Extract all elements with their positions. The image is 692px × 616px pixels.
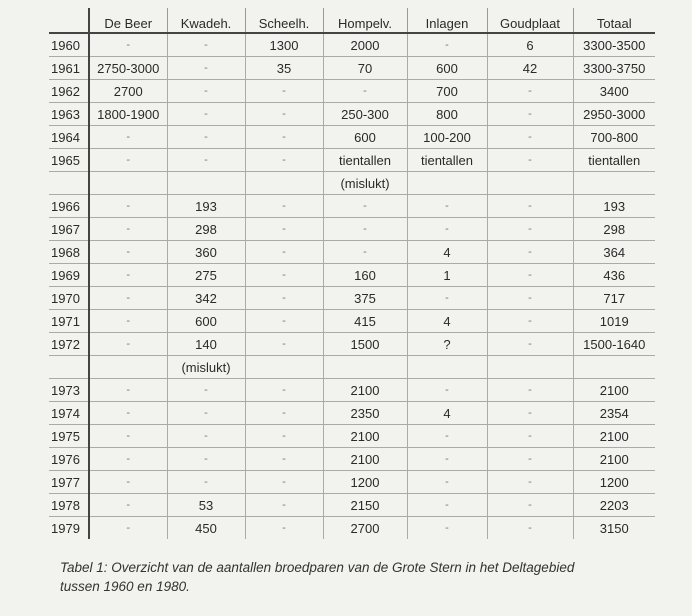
table-cell: - — [167, 126, 245, 149]
table-row — [49, 195, 655, 218]
table-cell: - — [407, 471, 487, 494]
year-cell: 1979 — [49, 517, 89, 540]
table-cell: 2150 — [323, 494, 407, 517]
year-cell: 1960 — [49, 33, 89, 57]
table-cell: 700 — [407, 80, 487, 103]
table-cell: - — [89, 195, 167, 218]
year-cell: 1963 — [49, 103, 89, 126]
table-cell: - — [487, 103, 573, 126]
year-cell: 1965 — [49, 149, 89, 172]
table-cell: - — [487, 264, 573, 287]
table-cell: 1800-1900 — [89, 103, 167, 126]
table-row — [49, 448, 655, 471]
table-cell: 2000 — [323, 33, 407, 57]
table-row — [49, 356, 655, 379]
table-cell: - — [245, 195, 323, 218]
table-cell: - — [245, 149, 323, 172]
table-row — [49, 379, 655, 402]
table-row — [49, 333, 655, 356]
table-row — [49, 80, 655, 103]
table-cell: - — [245, 425, 323, 448]
table-cell: - — [407, 494, 487, 517]
year-cell — [49, 356, 89, 379]
table-cell: 42 — [487, 57, 573, 80]
table-cell: 2100 — [323, 425, 407, 448]
table-cell: 700-800 — [573, 126, 655, 149]
table-cell: - — [487, 241, 573, 264]
table-cell: 1500 — [323, 333, 407, 356]
table-cell: - — [245, 517, 323, 540]
table-cell: 4 — [407, 402, 487, 425]
table-cell: 1200 — [323, 471, 407, 494]
table-cell: - — [407, 33, 487, 57]
table-row — [49, 241, 655, 264]
table-row — [49, 471, 655, 494]
table-cell: 600 — [407, 57, 487, 80]
table-cell: - — [487, 149, 573, 172]
table-cell: 70 — [323, 57, 407, 80]
column-header: Inlagen — [407, 8, 487, 33]
table-cell: (mislukt) — [167, 356, 245, 379]
table-row — [49, 149, 655, 172]
table-cell: - — [89, 33, 167, 57]
year-cell: 1978 — [49, 494, 89, 517]
table-cell — [407, 172, 487, 195]
table-row — [49, 425, 655, 448]
year-cell: 1969 — [49, 264, 89, 287]
table-cell: tientallen — [573, 149, 655, 172]
table-cell: - — [487, 80, 573, 103]
table-cell: - — [167, 471, 245, 494]
table-cell: 53 — [167, 494, 245, 517]
table-cell: 450 — [167, 517, 245, 540]
table-row — [49, 287, 655, 310]
table-cell: 2100 — [573, 425, 655, 448]
table-row — [49, 310, 655, 333]
table-cell — [487, 172, 573, 195]
column-header: Goudplaat — [487, 8, 573, 33]
table-cell: - — [245, 494, 323, 517]
table-cell: - — [407, 218, 487, 241]
table-cell — [323, 356, 407, 379]
table-cell: - — [89, 333, 167, 356]
table-cell: tientallen — [407, 149, 487, 172]
table-row — [49, 33, 655, 57]
table-cell: 4 — [407, 310, 487, 333]
table-cell: - — [487, 448, 573, 471]
table-cell: 600 — [323, 126, 407, 149]
table-cell: - — [89, 264, 167, 287]
table-cell: 1200 — [573, 471, 655, 494]
table-cell: 275 — [167, 264, 245, 287]
table-cell: - — [167, 379, 245, 402]
year-cell: 1973 — [49, 379, 89, 402]
table-cell: - — [167, 448, 245, 471]
table-cell — [245, 172, 323, 195]
table-row — [49, 218, 655, 241]
table-cell: 364 — [573, 241, 655, 264]
table-cell: - — [89, 471, 167, 494]
table-cell: 193 — [573, 195, 655, 218]
table-cell: tientallen — [323, 149, 407, 172]
year-cell: 1970 — [49, 287, 89, 310]
table-cell: 360 — [167, 241, 245, 264]
table-cell: - — [245, 80, 323, 103]
table-cell: 2350 — [323, 402, 407, 425]
table-cell: - — [245, 310, 323, 333]
table-cell: - — [323, 80, 407, 103]
column-header: Hompelv. — [323, 8, 407, 33]
table-cell: 436 — [573, 264, 655, 287]
year-cell: 1975 — [49, 425, 89, 448]
table-cell — [573, 356, 655, 379]
table-body — [49, 33, 655, 539]
table-cell — [573, 172, 655, 195]
table-cell: - — [407, 425, 487, 448]
table-cell: - — [89, 218, 167, 241]
column-header: Kwadeh. — [167, 8, 245, 33]
table-cell: 2750-3000 — [89, 57, 167, 80]
table-cell: 35 — [245, 57, 323, 80]
table-cell: - — [487, 425, 573, 448]
table-cell: 6 — [487, 33, 573, 57]
year-cell: 1974 — [49, 402, 89, 425]
table-cell: - — [487, 126, 573, 149]
table-cell: 160 — [323, 264, 407, 287]
table-cell — [245, 356, 323, 379]
table-cell: 2100 — [573, 448, 655, 471]
year-cell: 1964 — [49, 126, 89, 149]
table-cell: - — [407, 287, 487, 310]
table-cell: 250-300 — [323, 103, 407, 126]
table-row — [49, 494, 655, 517]
table-cell: - — [487, 195, 573, 218]
year-cell: 1962 — [49, 80, 89, 103]
year-cell: 1967 — [49, 218, 89, 241]
table-cell: - — [245, 379, 323, 402]
table-cell: - — [89, 149, 167, 172]
table-cell: - — [245, 241, 323, 264]
table-cell: (mislukt) — [323, 172, 407, 195]
table-row — [49, 126, 655, 149]
table-cell: - — [167, 149, 245, 172]
table-cell: - — [245, 287, 323, 310]
table-cell: 2203 — [573, 494, 655, 517]
table-cell: 298 — [167, 218, 245, 241]
breeding-pairs-table — [49, 8, 655, 539]
table-cell: - — [89, 310, 167, 333]
table-cell: 2100 — [323, 379, 407, 402]
table-cell — [89, 356, 167, 379]
table-header-row — [49, 8, 655, 33]
table-cell — [407, 356, 487, 379]
table-cell: - — [245, 402, 323, 425]
table-cell: 1300 — [245, 33, 323, 57]
table-cell: - — [245, 448, 323, 471]
column-header: Scheelh. — [245, 8, 323, 33]
caption-line-2: tussen 1960 en 1980. — [60, 579, 190, 594]
table-row — [49, 172, 655, 195]
year-cell: 1966 — [49, 195, 89, 218]
table-cell: - — [245, 264, 323, 287]
table-cell: - — [245, 471, 323, 494]
table-cell: - — [487, 471, 573, 494]
table-cell: - — [89, 425, 167, 448]
year-cell: 1972 — [49, 333, 89, 356]
caption-line-1: Tabel 1: Overzicht van de aantallen broedparen van de Grote Stern in het Deltagebied — [60, 560, 575, 575]
table-cell: - — [89, 241, 167, 264]
table-cell: 2100 — [573, 379, 655, 402]
table-cell: 1019 — [573, 310, 655, 333]
table-cell: - — [89, 287, 167, 310]
table-cell: - — [167, 425, 245, 448]
table-cell: - — [245, 218, 323, 241]
table-row — [49, 517, 655, 540]
table-cell: - — [487, 287, 573, 310]
table-cell: 1500-1640 — [573, 333, 655, 356]
table-cell — [89, 172, 167, 195]
table-cell: 100-200 — [407, 126, 487, 149]
table-cell: - — [167, 402, 245, 425]
table-cell: 3150 — [573, 517, 655, 540]
table-cell: - — [487, 517, 573, 540]
table-cell: - — [89, 402, 167, 425]
table-cell: 2950-3000 — [573, 103, 655, 126]
table-row — [49, 264, 655, 287]
column-header: De Beer — [89, 8, 167, 33]
table-cell: - — [245, 126, 323, 149]
table-cell: 2100 — [323, 448, 407, 471]
table-cell: 3300-3500 — [573, 33, 655, 57]
table-cell: - — [89, 126, 167, 149]
table-cell: - — [323, 195, 407, 218]
table-cell: - — [407, 517, 487, 540]
table-cell: 415 — [323, 310, 407, 333]
table-cell: 3300-3750 — [573, 57, 655, 80]
year-cell: 1971 — [49, 310, 89, 333]
table-cell: - — [245, 333, 323, 356]
table-cell: 3400 — [573, 80, 655, 103]
column-header — [49, 8, 89, 33]
table-cell: 4 — [407, 241, 487, 264]
table-cell: - — [323, 241, 407, 264]
table-cell: ? — [407, 333, 487, 356]
table-cell: - — [487, 310, 573, 333]
table-cell: - — [323, 218, 407, 241]
year-cell — [49, 172, 89, 195]
table-cell: 140 — [167, 333, 245, 356]
table-cell: 1 — [407, 264, 487, 287]
table-cell: - — [89, 379, 167, 402]
table-cell: - — [487, 218, 573, 241]
table-cell: - — [89, 448, 167, 471]
table-cell: 717 — [573, 287, 655, 310]
table-cell: - — [89, 517, 167, 540]
table-cell: - — [167, 80, 245, 103]
table-cell: - — [487, 494, 573, 517]
year-cell: 1961 — [49, 57, 89, 80]
table-cell: - — [407, 448, 487, 471]
table-cell: 342 — [167, 287, 245, 310]
table-cell: 193 — [167, 195, 245, 218]
year-cell: 1977 — [49, 471, 89, 494]
table-cell: - — [487, 333, 573, 356]
year-cell: 1968 — [49, 241, 89, 264]
table-cell: 2700 — [89, 80, 167, 103]
table-caption — [60, 558, 670, 596]
table-cell: - — [487, 402, 573, 425]
table-cell: - — [89, 494, 167, 517]
table-cell: 800 — [407, 103, 487, 126]
table-cell: - — [167, 33, 245, 57]
table-cell: 2354 — [573, 402, 655, 425]
column-header: Totaal — [573, 8, 655, 33]
table-cell: 375 — [323, 287, 407, 310]
table-cell: - — [407, 379, 487, 402]
table-cell: - — [407, 195, 487, 218]
table-cell: - — [245, 103, 323, 126]
table-cell: - — [487, 379, 573, 402]
table-cell: - — [167, 103, 245, 126]
table-row — [49, 57, 655, 80]
table-cell — [167, 172, 245, 195]
table-cell: 2700 — [323, 517, 407, 540]
table-cell — [487, 356, 573, 379]
table-row — [49, 402, 655, 425]
year-cell: 1976 — [49, 448, 89, 471]
table-cell: 600 — [167, 310, 245, 333]
table-cell: - — [167, 57, 245, 80]
table-row — [49, 103, 655, 126]
table-cell: 298 — [573, 218, 655, 241]
